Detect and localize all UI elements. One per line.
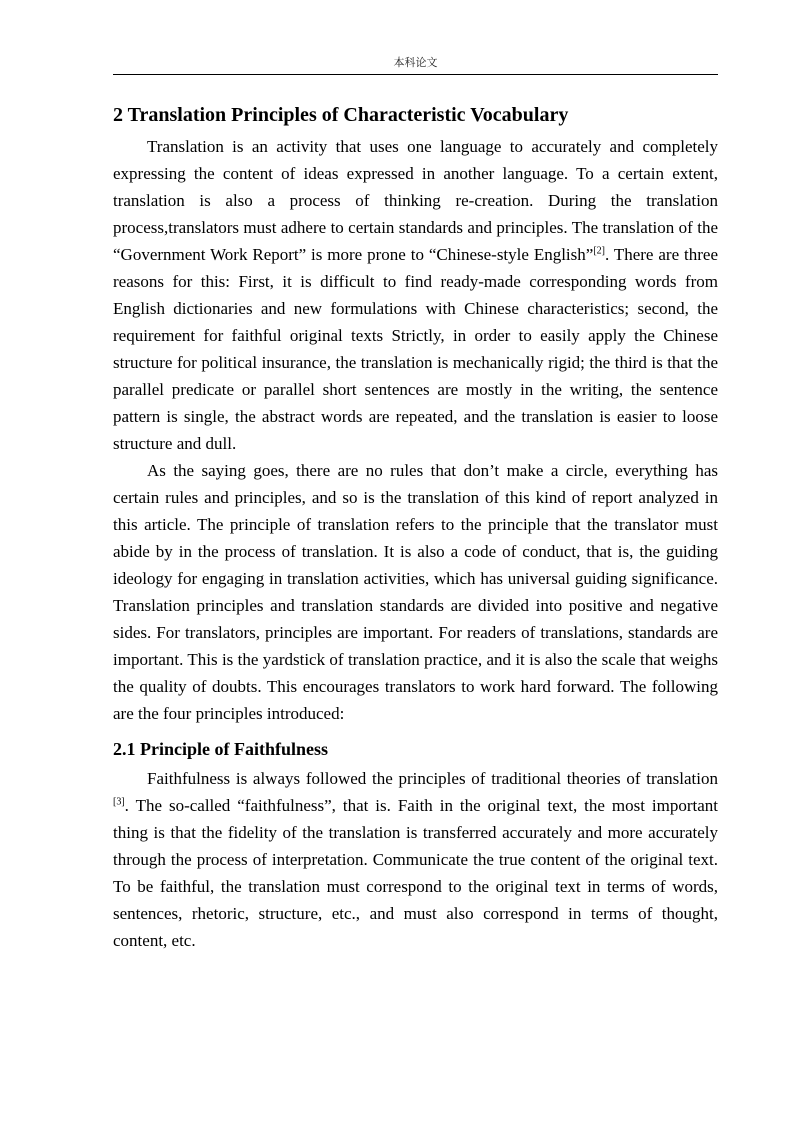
citation-marker: [3] <box>113 796 125 808</box>
citation-marker: [2] <box>593 245 605 257</box>
running-header-text: 本科论文 <box>393 56 438 69</box>
paragraph-text-part: . The so-called “faithfulness”, that is. Faith in the original text, the most important thing is that the fidelity of the translation is transferred accurately and more accurately through the process of interpretation. Communicate the true content of the original text. To be faithful, the translation must correspond to the original text in terms of words, sentences, rhetoric, structure, etc., and must also correspond in terms of thought, content, etc. <box>113 796 718 950</box>
paragraph-text-part: . There are three reasons for this: First, it is difficult to find ready-made corresponding words from English dictionaries and new formulations with Chinese characteristics; second, the requirement for faithful original texts Strictly, in order to easily apply the Chinese structure for political insurance, the translation is mechanically rigid; the third is that the parallel predicate or parallel short sentences are mostly in the writing, the sentence pattern is single, the abstract words are repeated, and the translation is easier to loose structure and dull. <box>113 245 718 453</box>
paragraph-text-part: Faithfulness is always followed the principles of traditional theories of translation <box>147 769 718 788</box>
paragraph-faithfulness <box>113 765 718 954</box>
paragraph-text-part: Translation is an activity that uses one language to accurately and completely expressing the content of ideas expressed in another language. To a certain extent, translation is also a process of thinking re-creation. During the translation process,translators must adhere to certain standards and principles. The translation of the “Government Work Report” is more prone to “Chinese-style English” <box>113 137 718 264</box>
section-heading: 2 Translation Principles of Characteristic Vocabulary <box>113 104 569 126</box>
main-content <box>113 102 718 954</box>
paragraph-translation-definition <box>113 133 718 457</box>
running-header <box>113 56 718 75</box>
subsection-heading: 2.1 Principle of Faithfulness <box>113 739 328 759</box>
paragraph-translation-principles: As the saying goes, there are no rules that don’t make a circle, everything has certain rules and principles, and so is the translation of this kind of report analyzed in this article. The principle of translation refers to the principle that the translator must abide by in the process of translation. It is also a code of conduct, that is, the guiding ideology for engaging in translation activities, which has universal guiding significance. Translation principles and translation standards are divided into positive and negative sides. For translators, principles are important. For readers of translations, standards are important. This is the yardstick of translation practice, and it is also the scale that weighs the quality of doubts. This encourages translators to work hard forward. The following are the four principles introduced: <box>113 461 718 723</box>
